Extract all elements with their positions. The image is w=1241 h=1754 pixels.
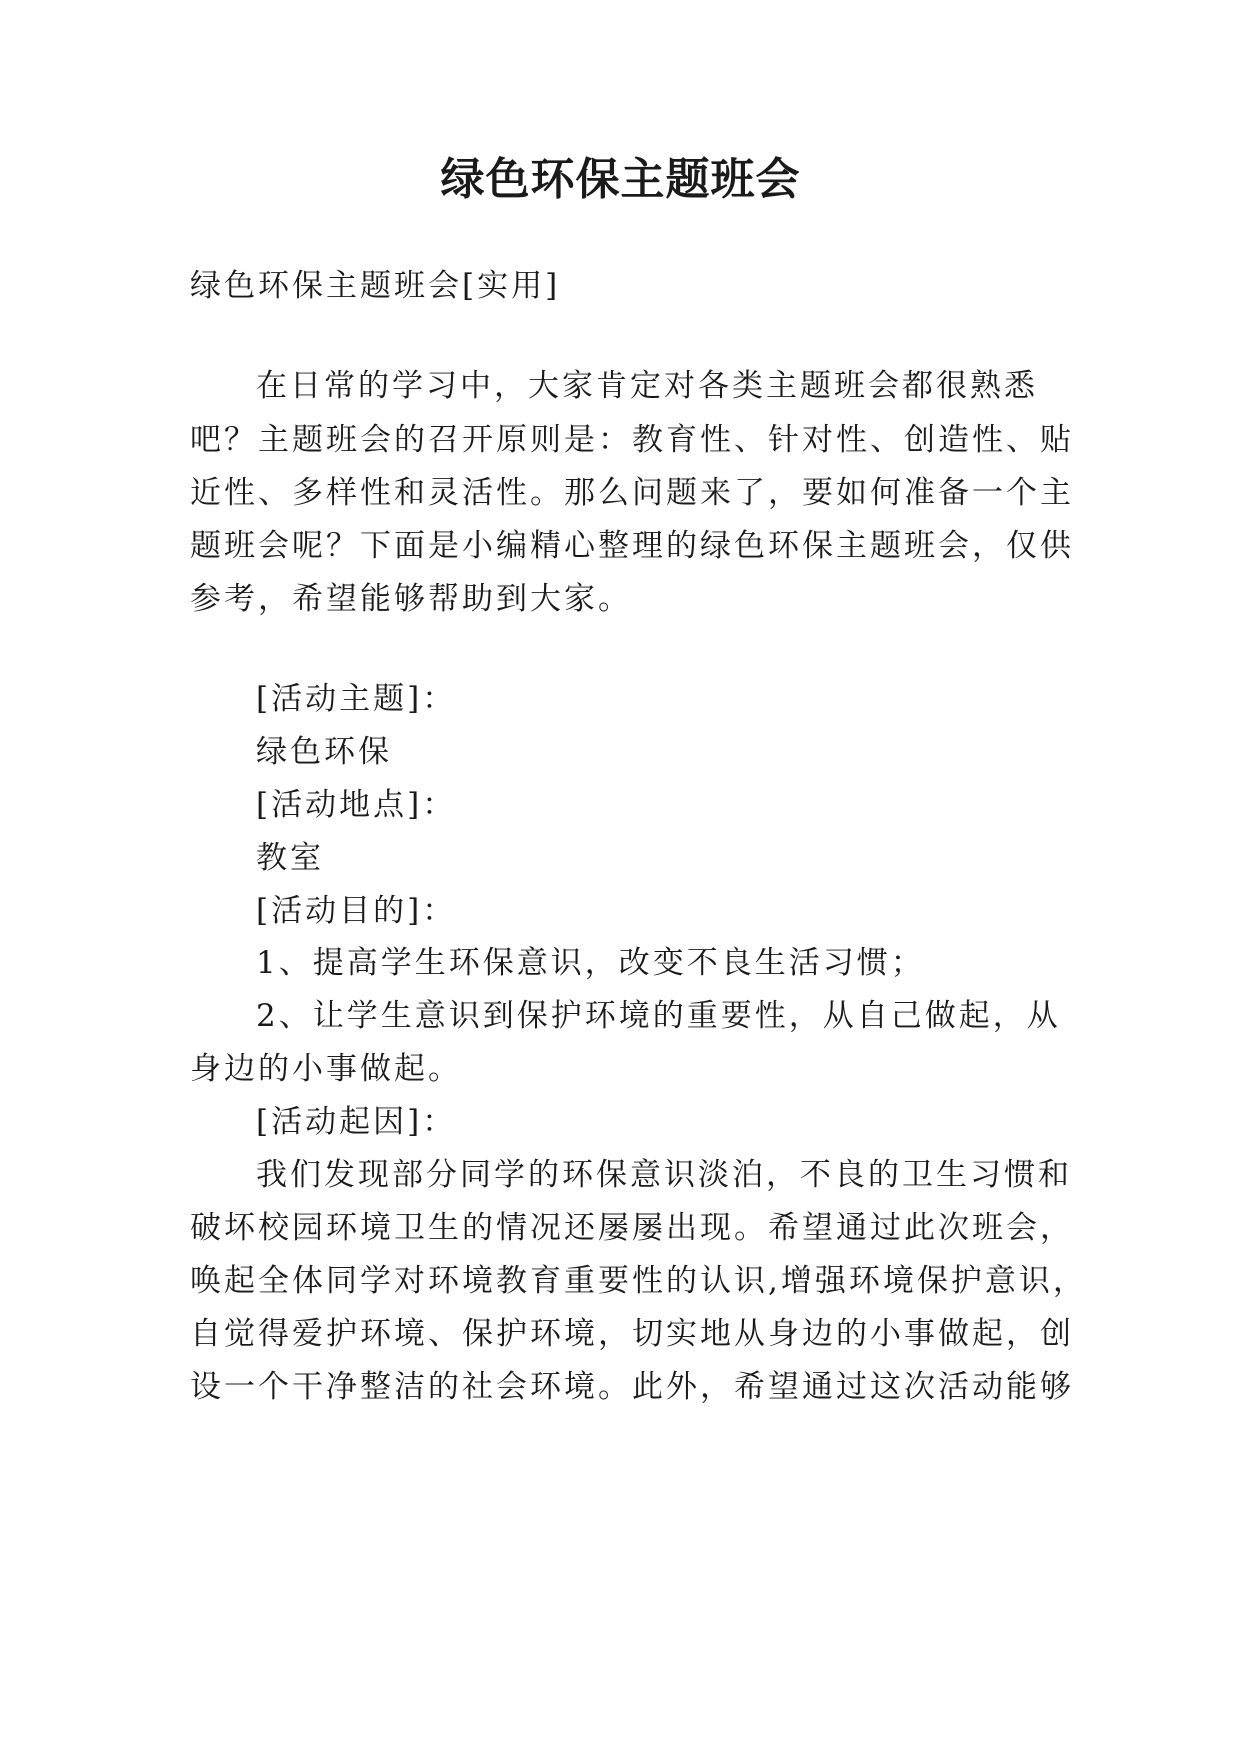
intro-line-5: 参考，希望能够帮助到大家。 [190,581,632,617]
purpose-item-1: 1、提高学生环保意识，改变不良生活习惯； [256,945,925,981]
intro-line-3: 近性、多样性和灵活性。那么问题来了，要如何准备一个主 [190,475,1074,511]
cause-line-5: 设一个干净整洁的社会环境。此外，希望通过这次活动能够 [190,1369,1074,1405]
cause-line-2: 破坏校园环境卫生的情况还屡屡出现。希望通过此次班会， [190,1210,1074,1246]
intro-line-4: 题班会呢？下面是小编精心整理的绿色环保主题班会，仅供 [190,528,1074,564]
theme-heading: [活动主题]： [256,681,457,717]
cause-line-4: 自觉得爱护环境、保护环境，切实地从身边的小事做起，创 [190,1316,1074,1352]
cause-line-3: 唤起全体同学对环境教育重要性的认识,增强环境保护意识， [190,1263,1087,1299]
purpose-item-2-line-2: 身边的小事做起。 [190,1051,462,1087]
theme-value: 绿色环保 [256,734,392,770]
intro-line-1: 在日常的学习中，大家肯定对各类主题班会都很熟悉 [256,368,1038,404]
location-value: 教室 [256,840,324,876]
document-title: 绿色环保主题班会 [440,154,801,205]
cause-heading: [活动起因]： [256,1104,457,1140]
cause-line-1: 我们发现部分同学的环保意识淡泊，不良的卫生习惯和 [256,1157,1072,1193]
intro-line-2: 吧？主题班会的召开原则是：教育性、针对性、创造性、贴 [190,422,1074,458]
document-subtitle: 绿色环保主题班会[实用] [190,268,561,304]
location-heading: [活动地点]： [256,787,457,823]
purpose-item-2-line-1: 2、让学生意识到保护环境的重要性，从自己做起，从 [256,998,1061,1034]
purpose-heading: [活动目的]： [256,893,457,929]
